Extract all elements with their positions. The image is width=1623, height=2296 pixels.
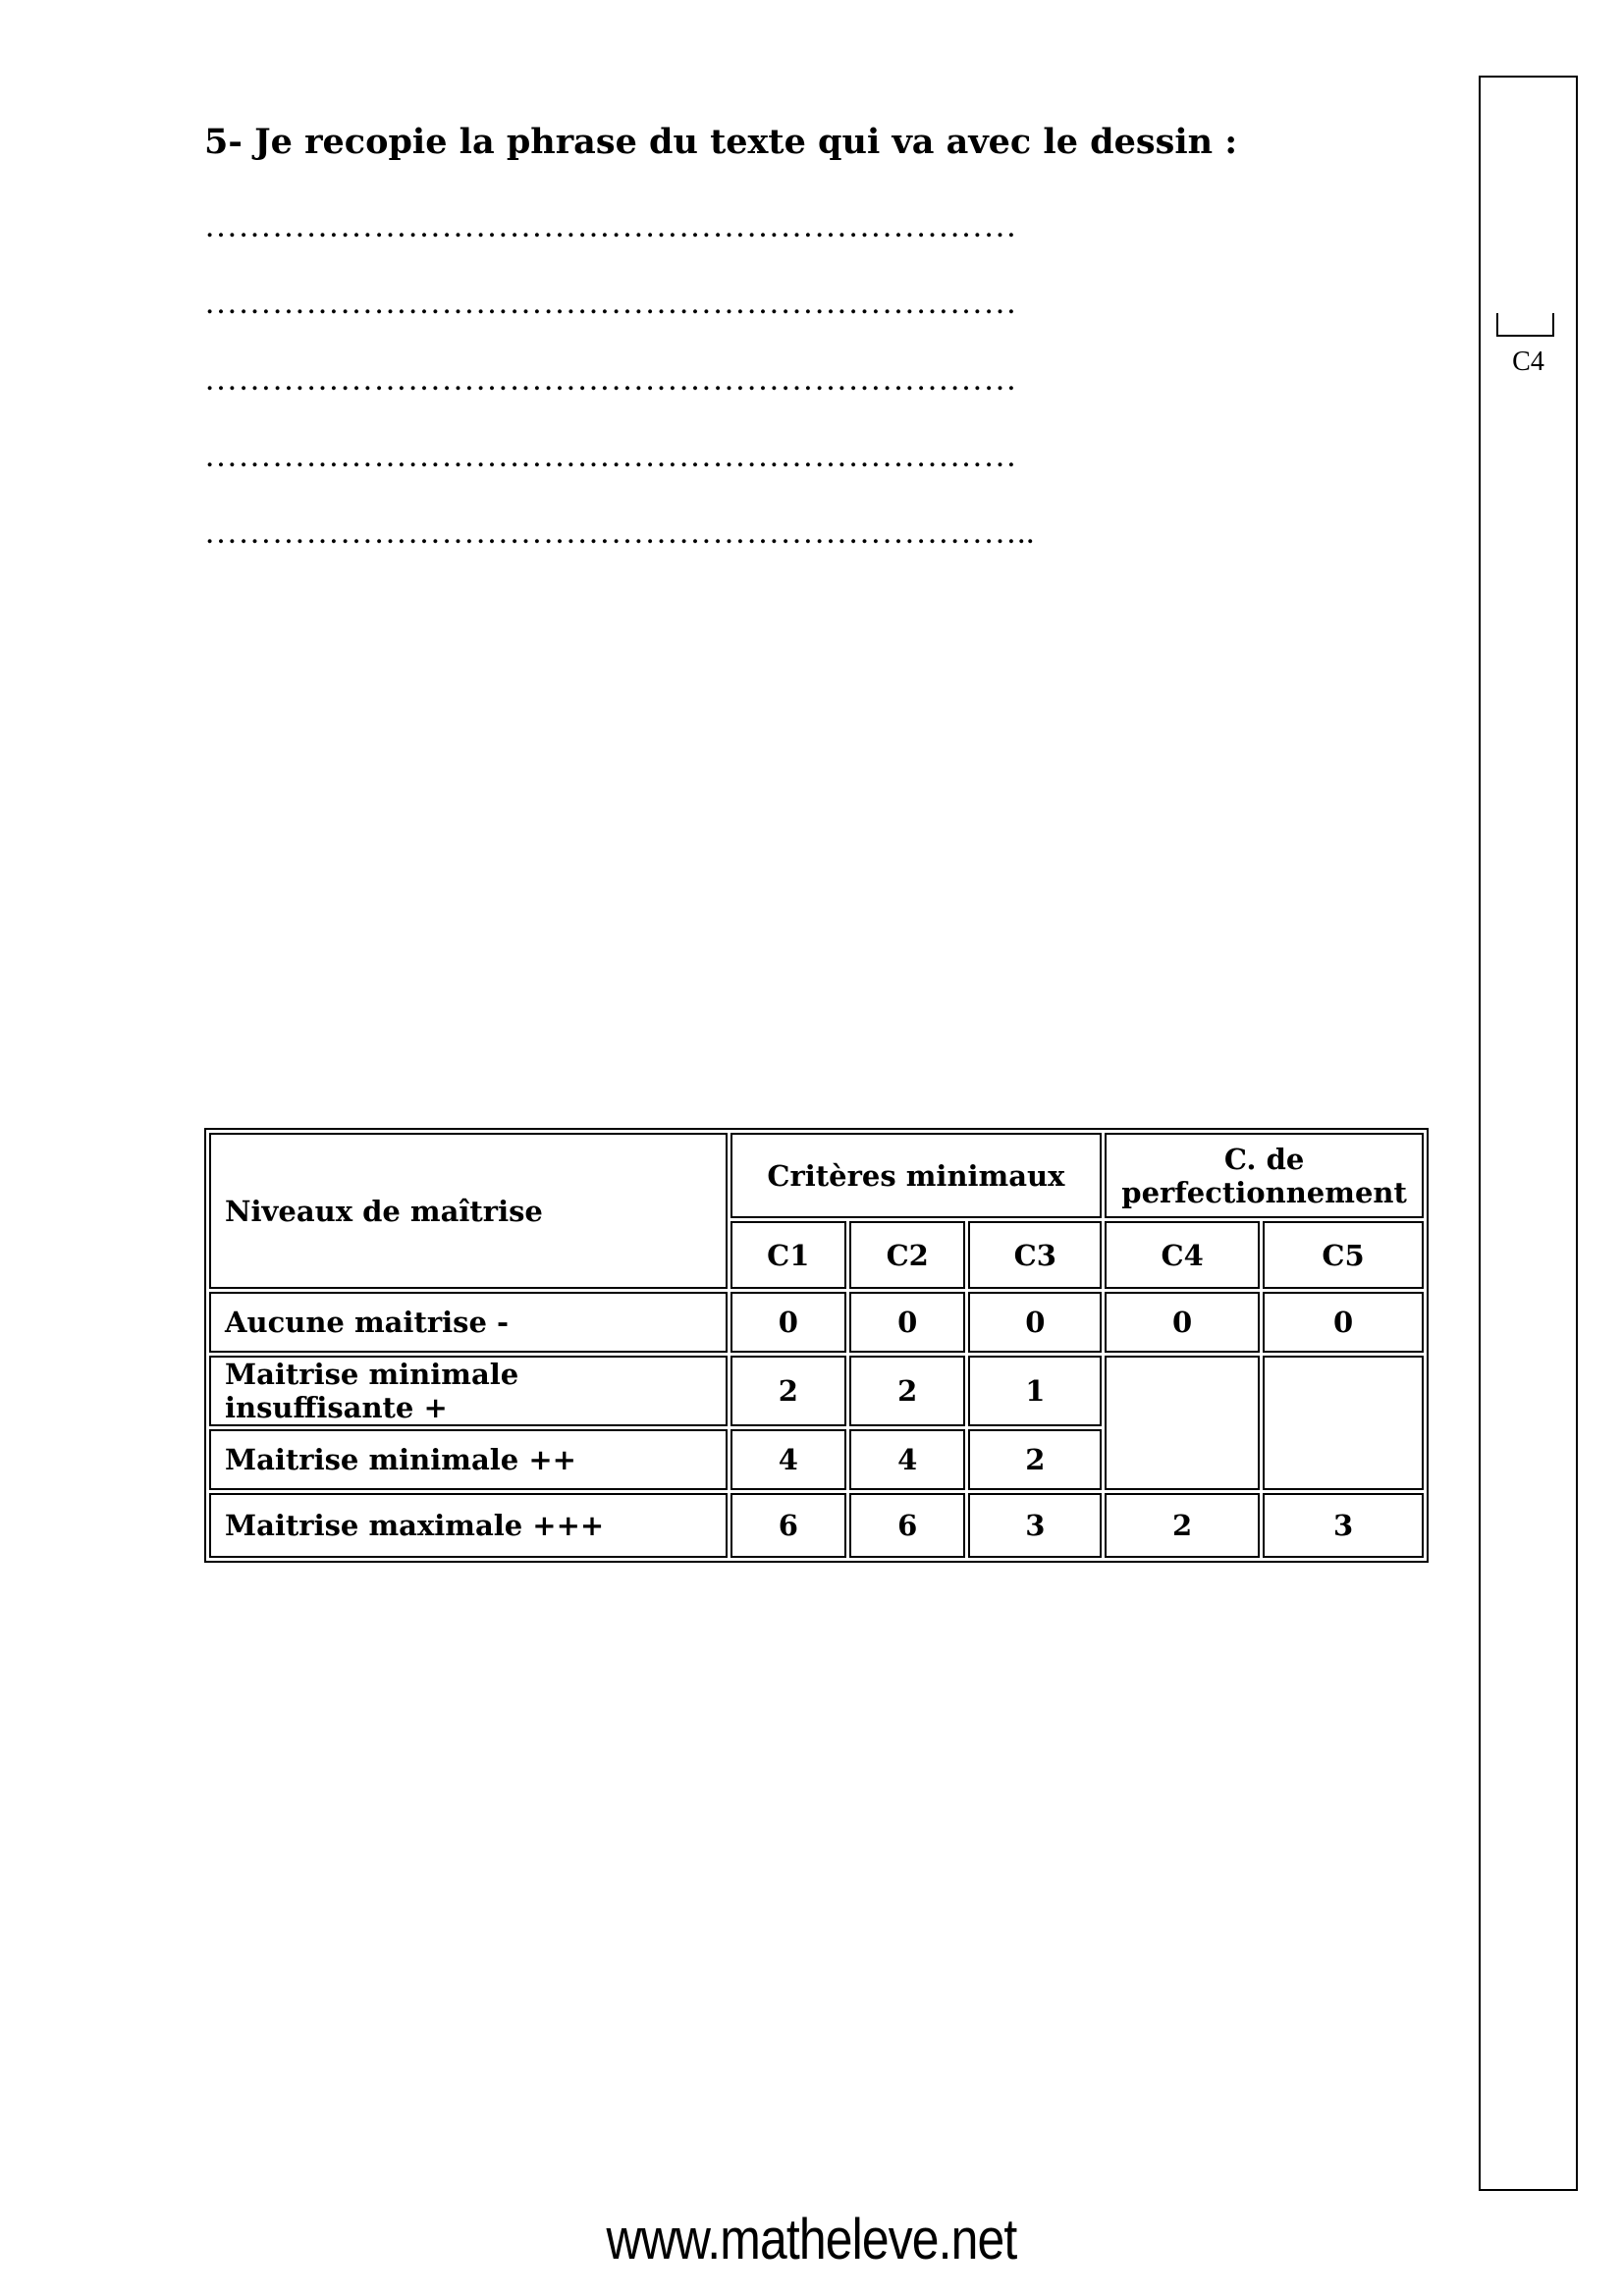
cell-value: 3 [1263, 1493, 1424, 1558]
header-perfectionnement: C. de perfectionnement [1105, 1133, 1424, 1218]
row-label: Maitrise minimale insuffisante + [209, 1356, 728, 1426]
table-row [209, 1292, 1424, 1353]
answer-line-1[interactable]: ……………………………………………………………… [204, 208, 1017, 244]
cell-value: 0 [1105, 1292, 1260, 1353]
grading-table [204, 1128, 1429, 1563]
row-label: Maitrise maximale +++ [209, 1493, 728, 1558]
cell-value: 1 [968, 1356, 1102, 1426]
question-title: 5- Je recopie la phrase du texte qui va avec le dessin : [204, 122, 1238, 162]
answer-line-5[interactable]: ……………………………………………………………….. [204, 514, 1035, 551]
cell-value: 2 [968, 1429, 1102, 1490]
cell-value: 2 [1105, 1493, 1260, 1558]
header-niveaux: Niveaux de maîtrise [209, 1133, 728, 1289]
cell-value: 0 [849, 1292, 965, 1353]
cell-value: 3 [968, 1493, 1102, 1558]
cell-value: 6 [730, 1493, 846, 1558]
cell-value: 0 [1263, 1292, 1424, 1353]
col-header-c3: C3 [968, 1221, 1102, 1289]
answer-line-3[interactable]: ……………………………………………………………… [204, 361, 1017, 398]
cell-value: 0 [730, 1292, 846, 1353]
row-label: Maitrise minimale ++ [209, 1429, 728, 1490]
answer-line-4[interactable]: ……………………………………………………………… [204, 438, 1017, 474]
cell-value: 0 [968, 1292, 1102, 1353]
empty-cell-c5 [1263, 1356, 1424, 1490]
col-header-c1: C1 [730, 1221, 846, 1289]
cell-value: 4 [730, 1429, 846, 1490]
margin-criterion-label: C4 [1512, 347, 1544, 377]
table-row [209, 1493, 1424, 1558]
footer-website: www.matheleve.net [606, 2208, 1017, 2271]
header-criteres-minimaux: Critères minimaux [730, 1133, 1103, 1218]
cell-value: 4 [849, 1429, 965, 1490]
grading-margin [1479, 76, 1578, 2191]
col-header-c4: C4 [1105, 1221, 1260, 1289]
cell-value: 2 [849, 1356, 965, 1426]
cell-value: 2 [730, 1356, 846, 1426]
score-bracket[interactable] [1496, 313, 1554, 337]
table-row [209, 1356, 1424, 1426]
col-header-c5: C5 [1263, 1221, 1424, 1289]
empty-cell-c4 [1105, 1356, 1260, 1490]
answer-line-2[interactable]: ……………………………………………………………… [204, 285, 1017, 321]
col-header-c2: C2 [849, 1221, 965, 1289]
row-label: Aucune maitrise - [209, 1292, 728, 1353]
cell-value: 6 [849, 1493, 965, 1558]
